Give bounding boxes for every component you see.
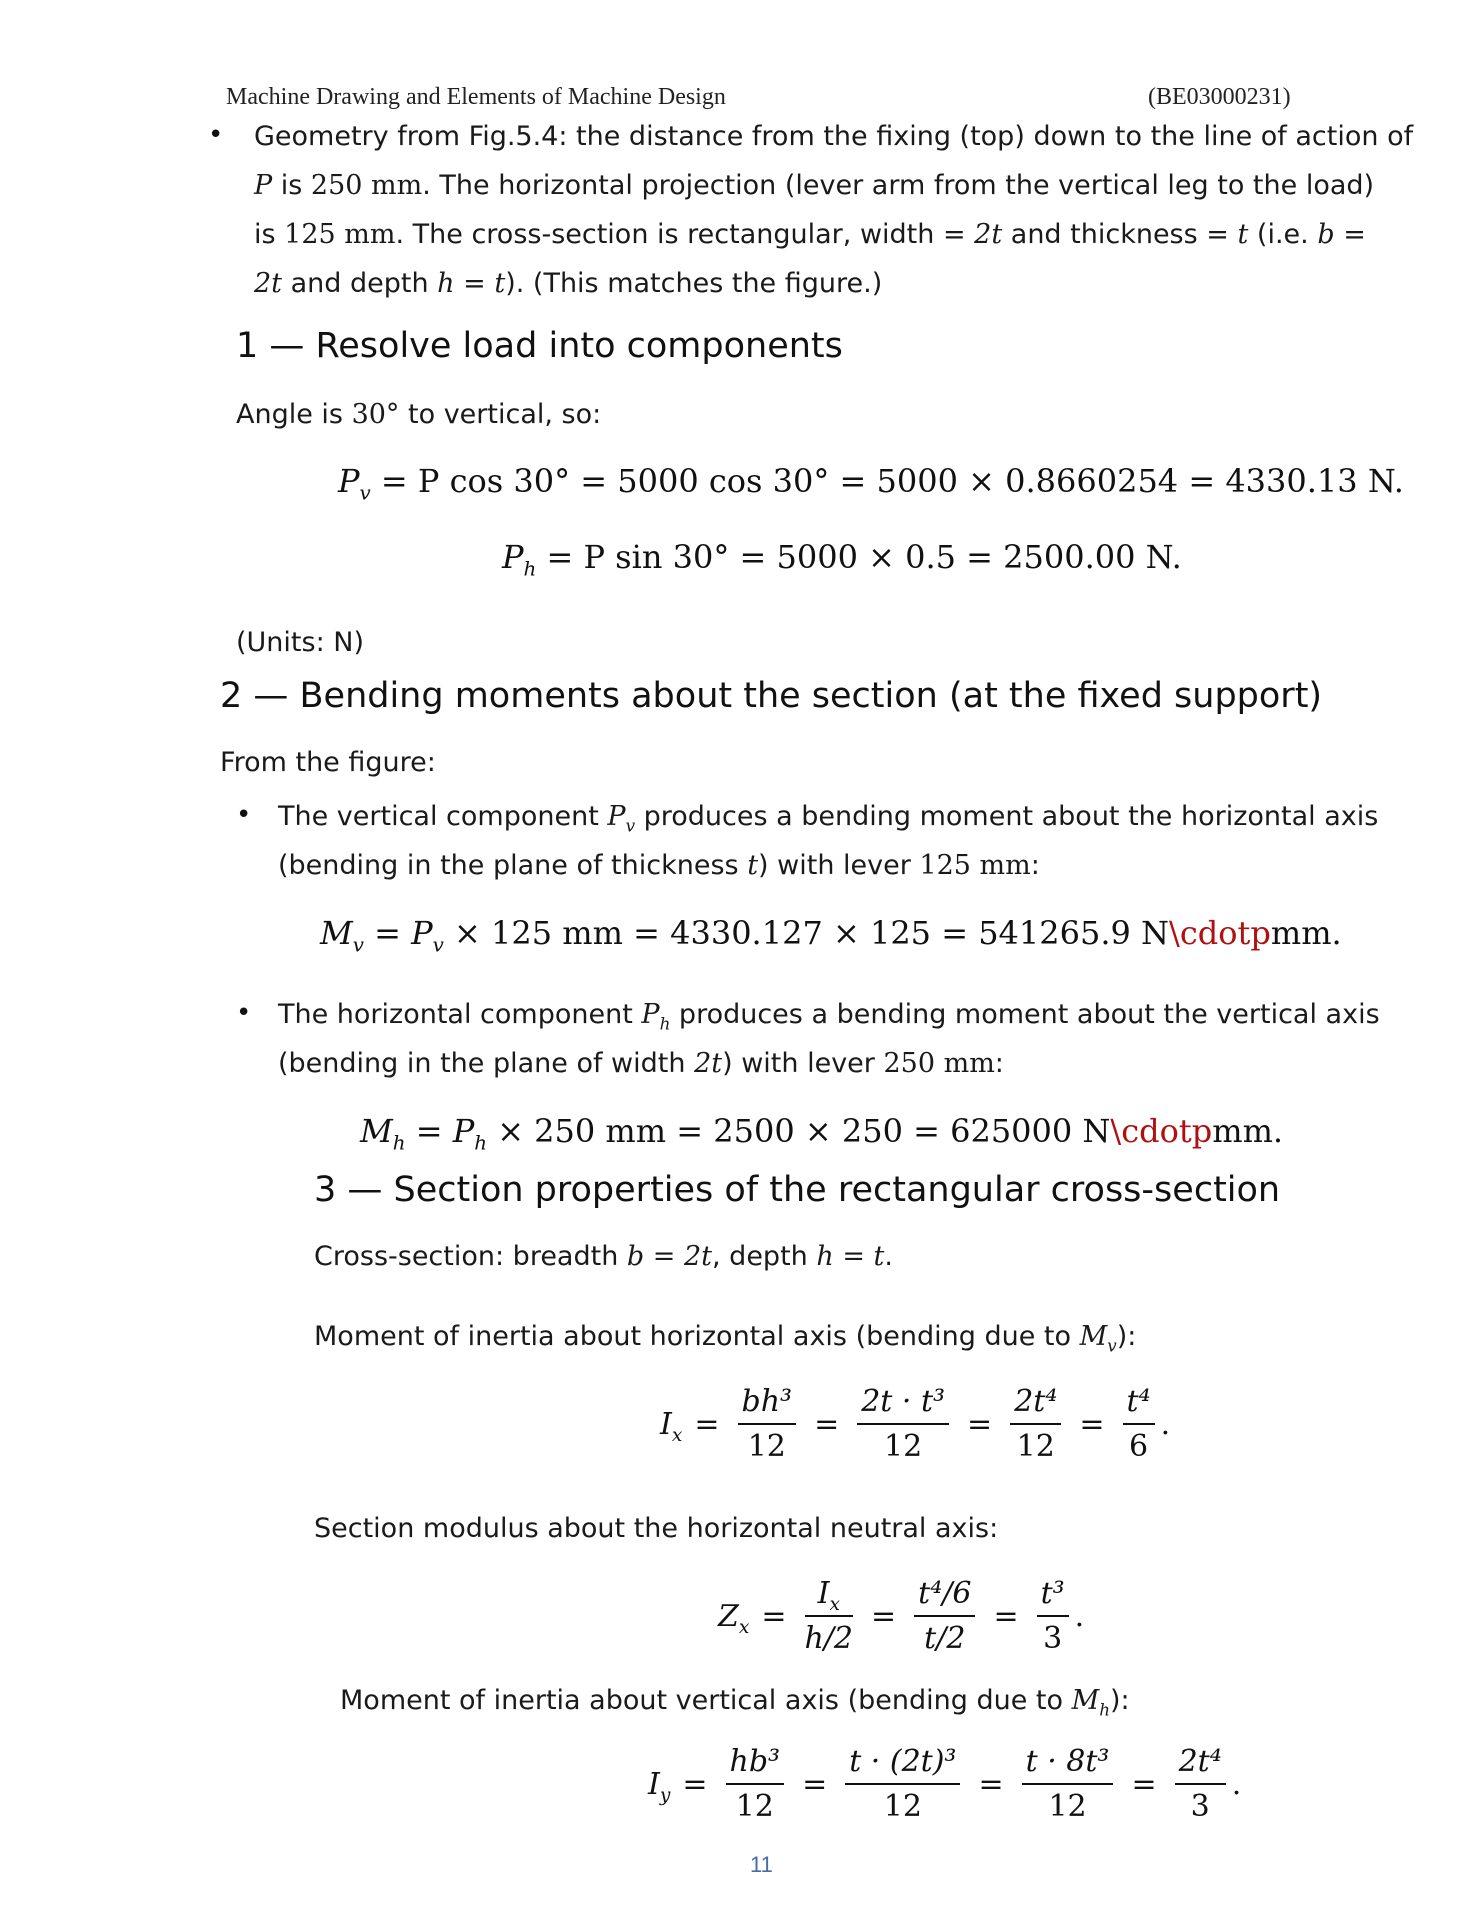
- equation-pv: $P_v = P$ cos 30° = 5000 cos 30° = 5000 × 0.8660254 = 4330.13 N.: [338, 462, 1404, 505]
- bullet-dot: •: [236, 998, 252, 1028]
- from-figure-text: From the figure:: [220, 747, 436, 778]
- section-1-heading: 1 — Resolve load into components: [236, 326, 843, 366]
- equation-mh: $M_h = P_h \times 250$ mm = 2500 × 250 = 625000 N\cdotpmm.: [360, 1112, 1284, 1155]
- equation-mv: $M_v = P_v \times 125$ mm = 4330.127 × 125 = 541265.9 N\cdotpmm.: [320, 914, 1342, 957]
- intro-line-2: P is 250 mm. The horizontal projection (lever arm from the vertical leg to the load): [254, 170, 1375, 201]
- moment-inertia-x-text: Moment of inertia about horizontal axis (bending due to $M_v$):: [314, 1321, 1137, 1356]
- equation-iy: $I_y$ = $\frac{\text{hb³}}{12}$ = $\frac{\text{t · (2t)³}}{12}$ = $\frac{\text{t · 8t³}}{12}$ = $\frac{\text{2t⁴}}{3}$ .: [648, 1744, 1242, 1824]
- equation-ph: $P_h = P$ sin 30° = 5000 × 0.5 = 2500.00 N.: [502, 538, 1182, 581]
- angle-text: Angle is 30° to vertical, so:: [236, 399, 602, 430]
- vertical-component-paragraph: The vertical component $P_v$ produces a bending moment about the horizontal axis (bending in the plane of thickness t) with lever 125 mm:: [278, 801, 1379, 881]
- bullet-dot: •: [236, 800, 252, 830]
- bullet-dot: •: [208, 120, 224, 150]
- equation-ix: $I_x$ = $\frac{\text{bh³}}{12}$ = $\frac{\text{2t · t³}}{12}$ = $\frac{\text{2t⁴}}{12}$ = $\frac{\text{t⁴}}{6}$ .: [660, 1384, 1171, 1464]
- latex-error-cdotp: \cdotp: [1169, 914, 1271, 952]
- intro-paragraph: [254, 112, 1413, 308]
- intro-line-3: is 125 mm. The cross-section is rectangular, width = 2t and thickness = t (i.e. b =: [254, 219, 1366, 250]
- horizontal-component-paragraph: The horizontal component $P_h$ produces a bending moment about the vertical axis (bending in the plane of width 2t) with lever 250 mm:: [278, 999, 1380, 1079]
- section-modulus-text: Section modulus about the horizontal neutral axis:: [314, 1513, 999, 1544]
- intro-line-1: Geometry from Fig.5.4: the distance from the fixing (top) down to the line of action of: [254, 121, 1414, 152]
- cross-section-text: Cross-section: breadth b = 2t, depth h = t.: [314, 1241, 893, 1272]
- latex-error-cdotp: \cdotp: [1110, 1112, 1213, 1150]
- running-header-title: Machine Drawing and Elements of Machine Design: [226, 84, 726, 110]
- running-header-code: (BE03000231): [1148, 84, 1291, 110]
- section-2-heading: 2 — Bending moments about the section (at the fixed support): [220, 676, 1323, 716]
- moment-inertia-y-text: Moment of inertia about vertical axis (bending due to $M_h$):: [340, 1685, 1130, 1720]
- page-number: 11: [750, 1852, 773, 1877]
- units-note: (Units: N): [236, 627, 364, 658]
- section-3-heading: 3 — Section properties of the rectangular cross-section: [314, 1170, 1281, 1210]
- equation-zx: $Z_x$ = $\frac{I_x}{h/2}$ = $\frac{\text{t⁴/6}}{t/2}$ = $\frac{\text{t³}}{3}$ .: [718, 1576, 1085, 1656]
- intro-line-4: 2t and depth h = t). (This matches the figure.): [254, 268, 883, 299]
